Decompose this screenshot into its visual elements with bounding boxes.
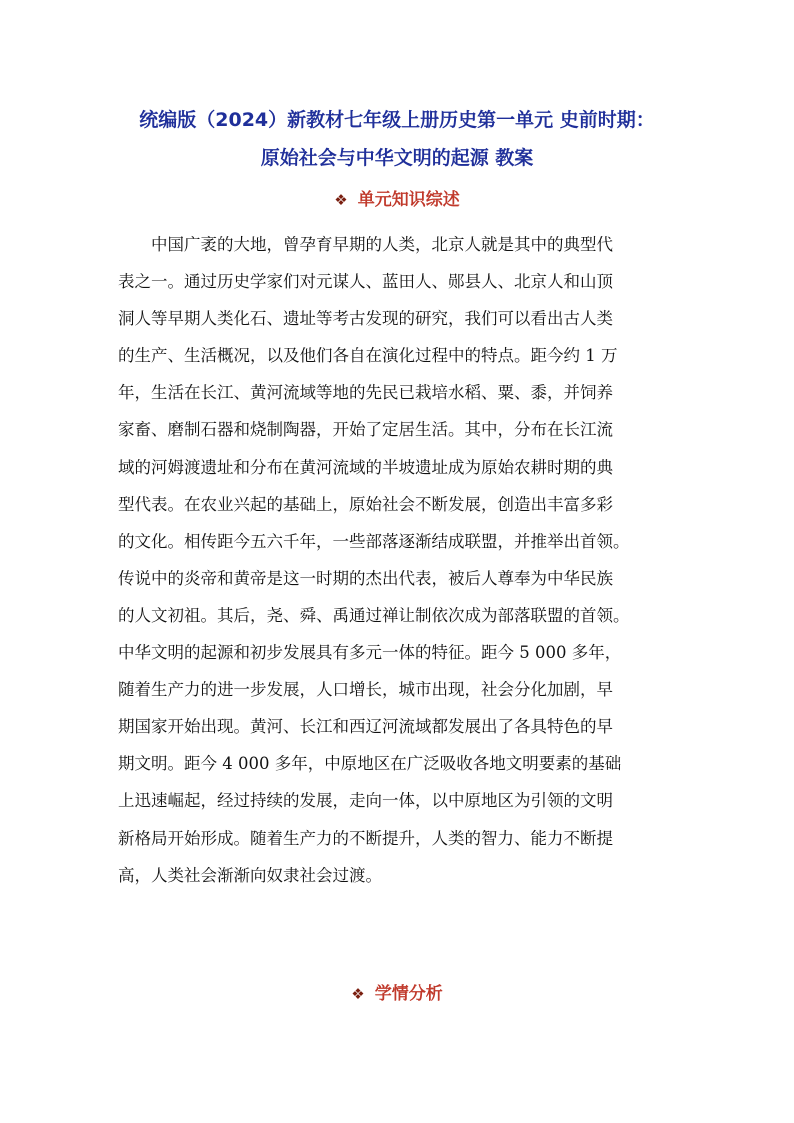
- section-heading-unit-overview: [0, 188, 794, 212]
- document-title-line1: 统编版（2024）新教材七年级上册历史第一单元 史前时期：: [139, 109, 655, 131]
- paragraph-line: 的文化。相传距今五六千年，一些部落逐渐结成联盟，并推举出首领。: [118, 531, 630, 551]
- paragraph-line: 的人文初祖。其后，尧、舜、禹通过禅让制依次成为部落联盟的首领。: [118, 605, 630, 625]
- diamond-bullet-icon: ❖: [334, 191, 348, 209]
- paragraph-line: 年，生活在长江、黄河流域等地的先民已栽培水稻、粟、黍，并饲养: [118, 383, 613, 403]
- diamond-bullet-icon: ❖: [351, 985, 365, 1003]
- paragraph-line: 期国家开始出现。黄河、长江和西辽河流域都发展出了各具特色的早: [118, 717, 613, 737]
- paragraph-line: 期文明。距今 4 000 多年，中原地区在广泛吸收各地文明要素的基础: [118, 754, 622, 774]
- paragraph-line: 新格局开始形成。随着生产力的不断提升，人类的智力、能力不断提: [118, 828, 613, 848]
- paragraph-line: 中华文明的起源和初步发展具有多元一体的特征。距今 5 000 多年，: [118, 643, 622, 663]
- paragraph-line: 的生产、生活概况，以及他们各自在演化过程中的特点。距今约 1 万: [118, 346, 618, 366]
- document-title-line2: 原始社会与中华文明的起源 教案: [260, 147, 534, 169]
- section-heading-learner-analysis: [0, 982, 794, 1006]
- paragraph-line: 随着生产力的进一步发展，人口增长，城市出现，社会分化加剧，早: [118, 680, 613, 700]
- paragraph-line: 中国广袤的大地，曾孕育早期的人类，北京人就是其中的典型代: [151, 235, 613, 254]
- paragraph-line: 上迅速崛起，经过持续的发展，走向一体，以中原地区为引领的文明: [118, 791, 613, 811]
- overview-paragraph: [118, 226, 680, 894]
- paragraph-line: 家畜、磨制石器和烧制陶器，开始了定居生活。其中，分布在长江流: [118, 420, 613, 440]
- paragraph-line: 型代表。在农业兴起的基础上，原始社会不断发展，创造出丰富多彩: [118, 494, 613, 514]
- section-heading-label: 单元知识综述: [357, 190, 460, 210]
- paragraph-line: 表之一。通过历史学家们对元谋人、蓝田人、郧县人、北京人和山顶: [118, 272, 613, 292]
- paragraph-line: 域的河姆渡遗址和分布在黄河流域的半坡遗址成为原始农耕时期的典: [118, 457, 613, 477]
- paragraph-line: 洞人等早期人类化石、遗址等考古发现的研究，我们可以看出古人类: [118, 309, 613, 329]
- section-heading-label: 学情分析: [374, 984, 443, 1004]
- paragraph-line: 高，人类社会渐渐向奴隶社会过渡。: [118, 865, 382, 885]
- paragraph-line: 传说中的炎帝和黄帝是这一时期的杰出代表，被后人尊奉为中华民族: [118, 568, 613, 588]
